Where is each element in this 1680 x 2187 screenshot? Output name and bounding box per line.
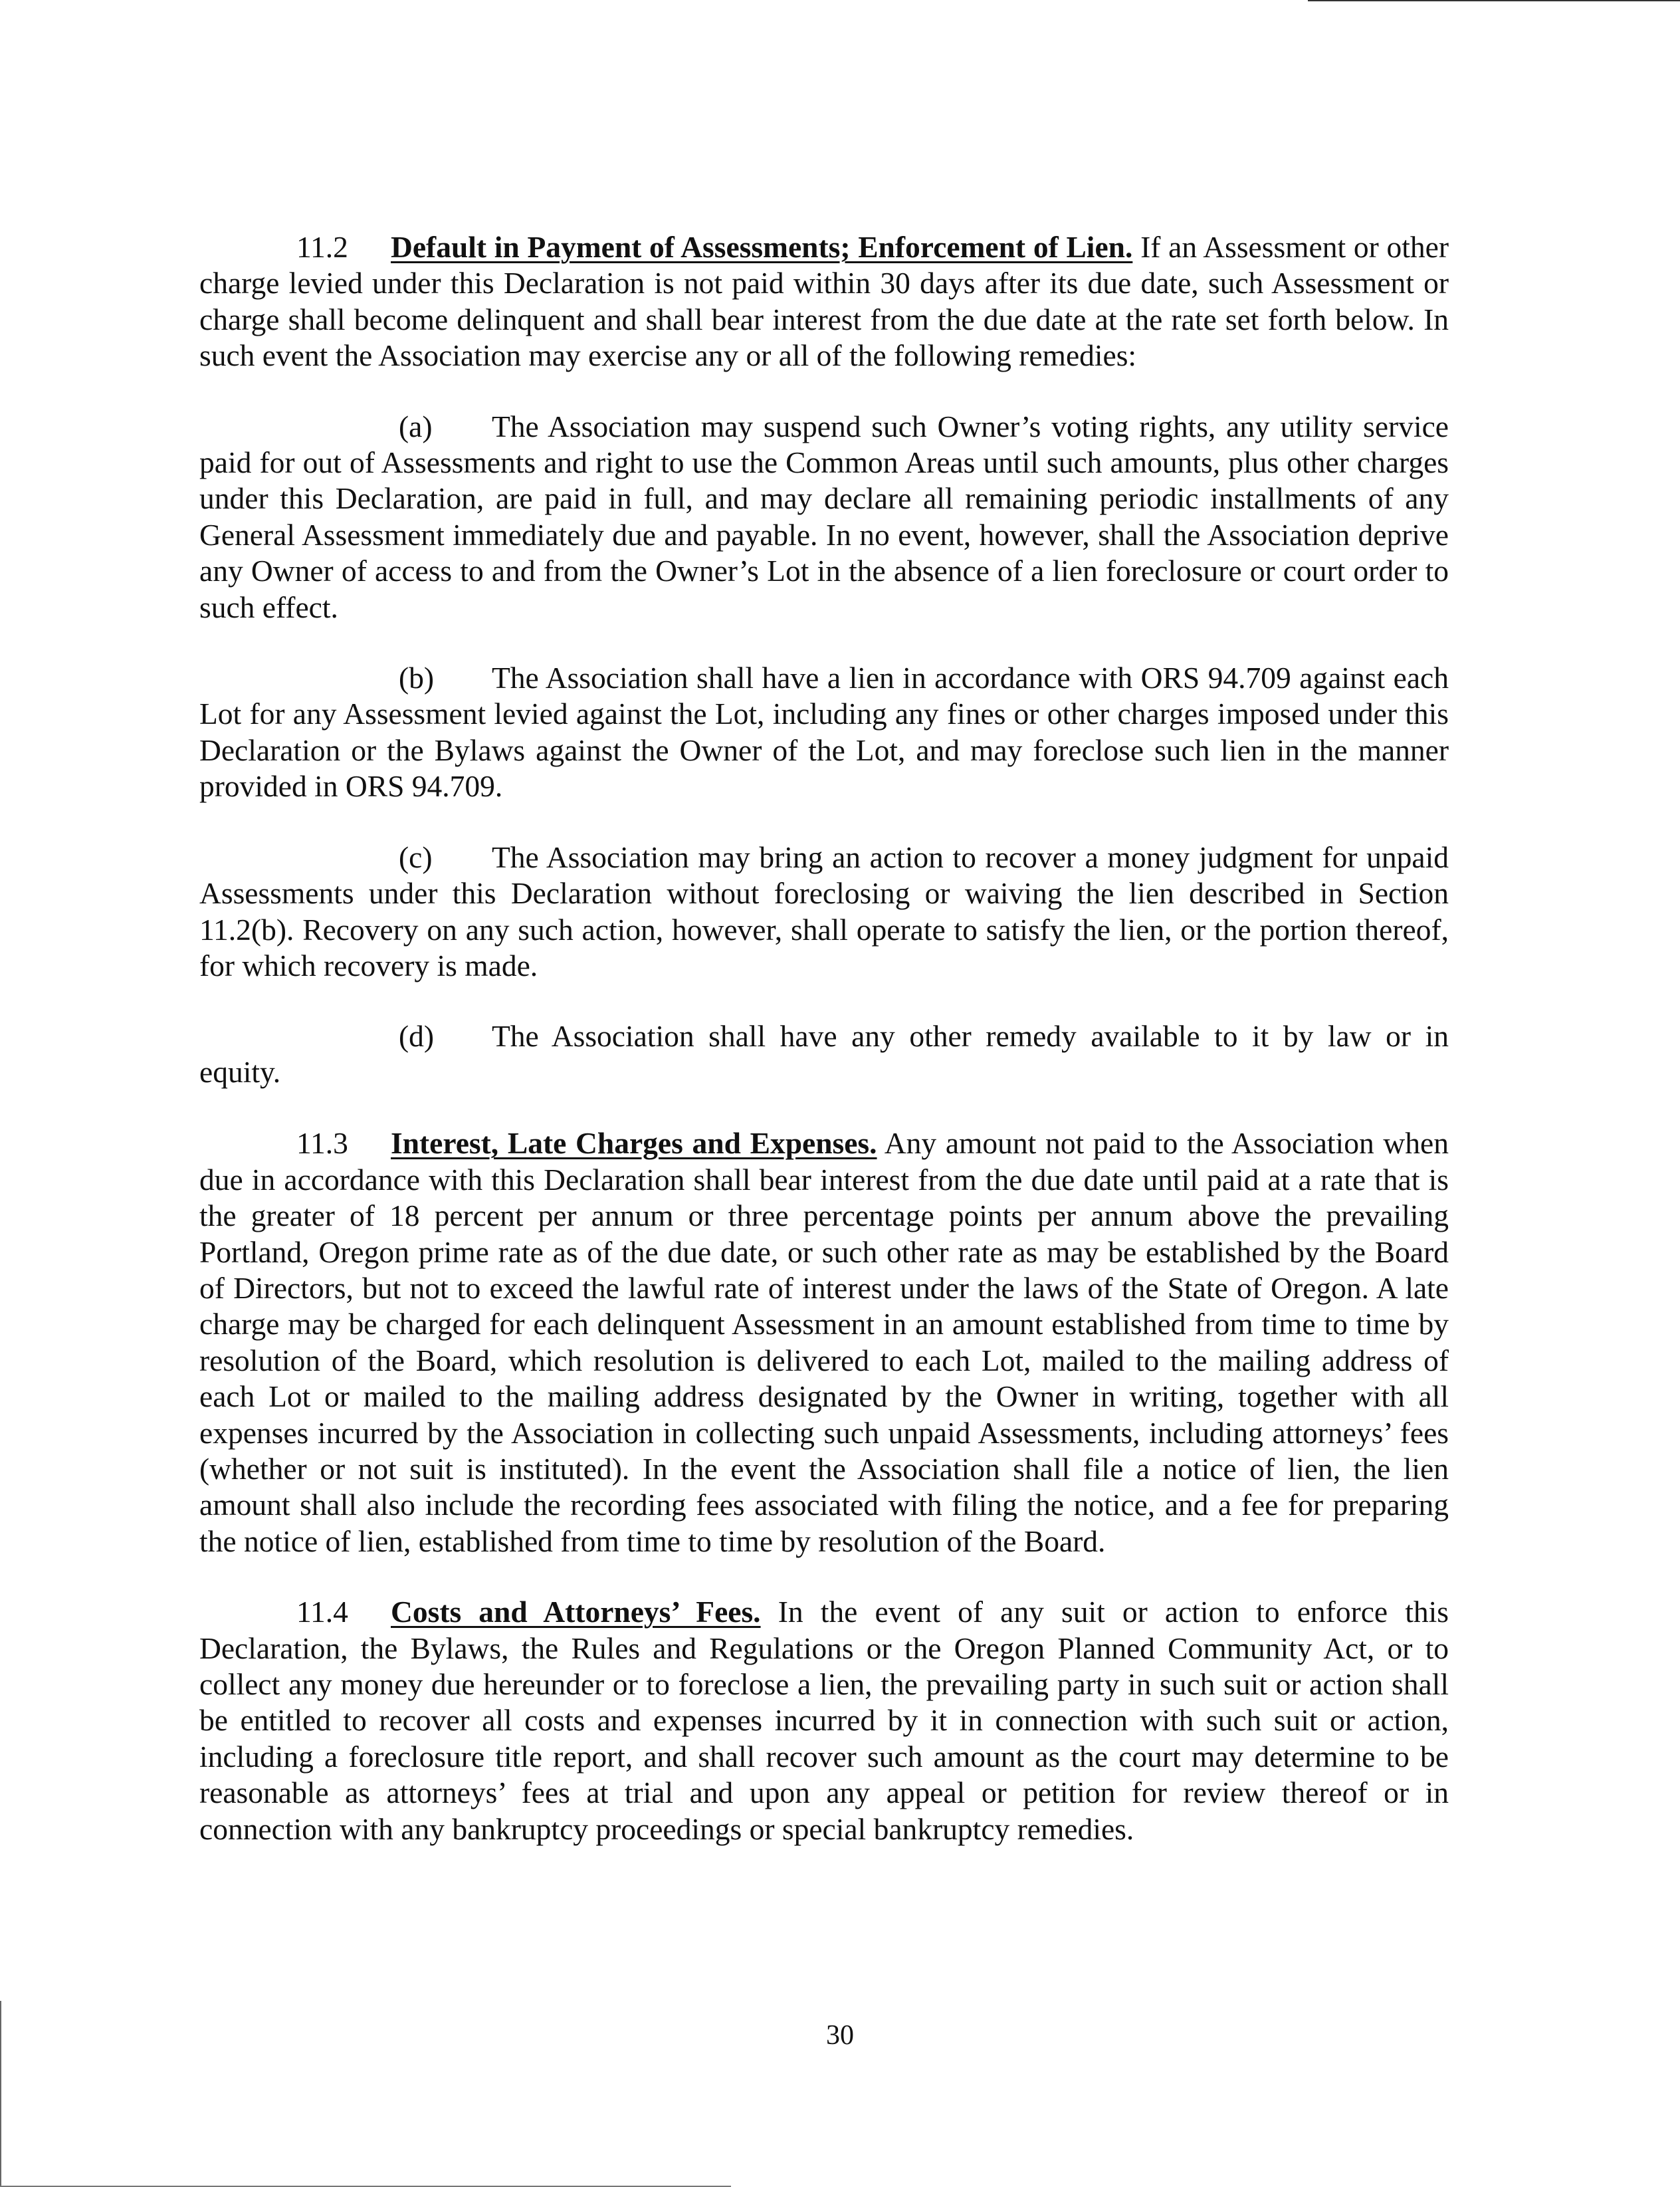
paragraph-gap (199, 984, 1449, 1018)
section-number: 11.2 (296, 230, 348, 264)
subsection-d (199, 1018, 1449, 1091)
paragraph-gap (199, 626, 1449, 660)
paragraph-gap (199, 374, 1449, 409)
page-number: 30 (826, 2020, 854, 2051)
subsection-d-first-line (399, 1018, 1449, 1054)
subsection-c (199, 840, 1449, 984)
subsection-b (199, 660, 1449, 805)
section-heading: Default in Payment of Assessments; Enforcement of Lien. (391, 230, 1133, 264)
subsection-a (199, 409, 1449, 626)
paragraph-gap (199, 1091, 1449, 1125)
subsection-d-second-line: equity. (199, 1055, 281, 1090)
scan-edge-top (1308, 0, 1680, 1)
section-heading: Costs and Attorneys’ Fees. (391, 1595, 761, 1629)
section-11-3 (199, 1125, 1449, 1559)
paragraph-gap (199, 1559, 1449, 1594)
subsection-label: (a) (399, 409, 433, 443)
subsection-label: (b) (399, 661, 435, 695)
document-body (199, 229, 1449, 1847)
section-heading: Interest, Late Charges and Expenses. (391, 1126, 877, 1161)
subsection-text: The Association may bring an action to recover a money judgment for unpaid Assessments under this Declaration without foreclosing or waiving the lien described in Section 11.2(b). Recovery on any such action, however, shall operate to satisfy the lien, or the portion thereof, for which recovery is made. (199, 840, 1449, 982)
paragraph-gap (199, 805, 1449, 840)
section-body: Any amount not paid to the Association when due in accordance with this Declaration shall bear interest from the due date until paid at a rate that is the greater of 18 percent per annum or three percentage points per annum above the prevailing Portland, Oregon prime rate as of the due date, or such other rate as may be established by the Board of Directors, but not to exceed the lawful rate of interest under the laws of the State of Oregon. A late charge may be charged for each delinquent Assessment in an amount established from time to time by resolution of the Board, which resolution is delivered to each Lot, mailed to the mailing address of each Lot or mailed to the mailing address designated by the Owner in writing, together with all expenses incurred by the Association in collecting such unpaid Assessments, including attorneys’ fees (whether or not suit is instituted). In the event the Association shall file a notice of lien, the lien amount shall also include the recording fees associated with filing the notice, and a fee for preparing the notice of lien, established from time to time by resolution of the Board. (199, 1126, 1449, 1558)
subsection-text: The Association shall have a lien in accordance with ORS 94.709 against each Lot for any Assessment levied against the Lot, including any fines or other charges imposed under this Declaration or the Bylaws against the Owner of the Lot, and may foreclose such lien in the manner provided in ORS 94.709. (199, 661, 1449, 804)
section-body: In the event of any suit or action to enforce this Declaration, the Bylaws, the Rules and Regulations or the Oregon Planned Community Act, or to collect any money due hereunder or to foreclose a lien, the prevailing party in such suit or action shall be entitled to recover all costs and expenses incurred by it in connection with such suit or action, including a foreclosure title report, and shall recover such amount as the court may determine to be reasonable as attorneys’ fees at trial and upon any appeal or petition for review thereof or in connection with any bankruptcy proceedings or special bankruptcy remedies. (199, 1595, 1449, 1846)
section-number: 11.3 (296, 1126, 348, 1161)
section-body: If an Assessment or other charge levied under this Declaration is not paid within 30 days after its due date, such Assessment or charge shall become delinquent and shall bear interest from the due date at the rate set forth below. In such event the Association may exercise any or all of the following remedies: (199, 230, 1449, 373)
section-11-4 (199, 1594, 1449, 1847)
section-number: 11.4 (296, 1595, 348, 1629)
subsection-label: (c) (399, 840, 433, 874)
subsection-text: The Association shall have any other remedy available to it by law or in (492, 1019, 1449, 1054)
subsection-label: (d) (399, 1019, 435, 1054)
section-11-2 (199, 229, 1449, 374)
subsection-text: The Association may suspend such Owner’s voting rights, any utility service paid for out of Assessments and right to use the Common Areas until such amounts, plus other charges under this Declaration, are paid in full, and may declare all remaining periodic installments of any General Assessment immediately due and payable. In no event, however, shall the Association deprive any Owner of access to and from the Owner’s Lot in the absence of a lien foreclosure or court order to such effect. (199, 409, 1449, 624)
